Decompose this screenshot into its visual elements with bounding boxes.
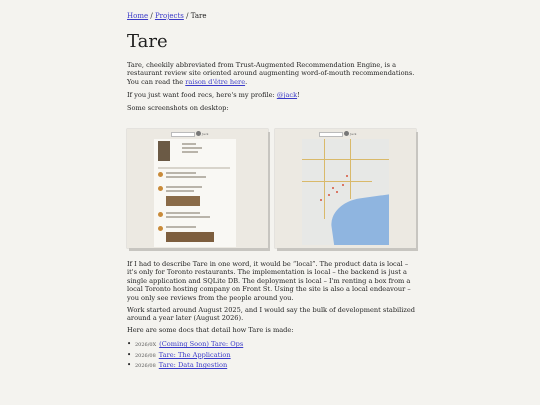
- text-line: [166, 176, 206, 178]
- text-line: [166, 226, 196, 228]
- intro-paragraph: [127, 61, 417, 86]
- search-bar: [171, 132, 195, 137]
- list-item: [127, 351, 243, 362]
- search-bar: [319, 132, 343, 137]
- doc-link[interactable]: Tare: The Application: [158, 350, 231, 359]
- breadcrumb-separator: /: [186, 12, 189, 20]
- raison-detre-link[interactable]: raison d'être here: [185, 77, 246, 86]
- profile-end: !: [297, 91, 300, 99]
- breadcrumb-separator: /: [150, 12, 153, 20]
- map-pin[interactable]: [346, 175, 348, 177]
- map-pin[interactable]: [342, 184, 344, 186]
- breadcrumb-home-link[interactable]: Home: [127, 12, 149, 20]
- map-road: [350, 139, 351, 199]
- food-photos: [166, 196, 200, 206]
- map-pin[interactable]: [336, 191, 338, 193]
- map-pin[interactable]: [328, 194, 330, 196]
- profile-text: If you just want food recs, here's my profile:: [127, 91, 277, 99]
- docs-list: [127, 340, 243, 372]
- text-line: [182, 151, 198, 153]
- page-title: Tare: [127, 31, 168, 52]
- map-pin[interactable]: [320, 199, 322, 201]
- map-road: [324, 139, 325, 219]
- map-pin[interactable]: [332, 187, 334, 189]
- feed-page: [154, 139, 236, 247]
- doc-date: 2026/08: [135, 363, 156, 369]
- breadcrumb: [127, 12, 206, 21]
- text-line: [166, 172, 196, 174]
- doc-link[interactable]: (Coming Soon) Tare: Ops: [159, 340, 244, 348]
- text-line: [166, 190, 194, 192]
- intro-end: .: [245, 77, 248, 86]
- breadcrumb-projects-link[interactable]: Projects: [154, 12, 184, 20]
- profile-photo: [158, 141, 170, 161]
- restaurant-map[interactable]: [302, 139, 389, 245]
- review-avatar: [158, 212, 163, 217]
- doc-date: 2026/0X: [135, 342, 157, 348]
- lake: [328, 192, 389, 245]
- text-line: [182, 147, 202, 149]
- food-photos: [166, 232, 214, 242]
- screenshot-map[interactable]: [275, 129, 416, 248]
- work-paragraph: Work started around August 2025, and I would say the bulk of development stabilized around a year later (August 2026).: [127, 306, 415, 323]
- screenshots: [127, 129, 417, 249]
- list-item: [127, 361, 243, 372]
- screenshot-toolbar: [275, 131, 416, 137]
- review-avatar: [158, 172, 163, 177]
- map-road: [302, 159, 389, 160]
- list-item: [127, 340, 243, 351]
- screenshot-caption: Jack: [202, 132, 209, 136]
- profile-paragraph: [127, 91, 417, 99]
- map-road: [302, 181, 372, 182]
- text-line: [166, 216, 210, 218]
- text-line: [182, 143, 196, 145]
- doc-date: 2026/08: [135, 352, 156, 359]
- screenshot-toolbar: [127, 131, 268, 137]
- docs-intro: Here are some docs that detail how Tare is made:: [127, 326, 294, 334]
- screenshots-label: Some screenshots on desktop:: [127, 104, 229, 112]
- divider: [158, 167, 230, 169]
- text-line: [166, 186, 202, 188]
- breadcrumb-current: Tare: [190, 12, 207, 20]
- screenshot-caption: Jack: [350, 132, 357, 136]
- profile-link[interactable]: @jack: [276, 91, 298, 99]
- review-avatar: [158, 226, 163, 231]
- local-paragraph: If I had to describe Tare in one word, it would be “local”. The product data is local – it's only for Toronto restaurants. The implementation is local – the backend is just a single application and SQLite DB. The deployment is local – I'm renting a box from a local Toronto hosting company on Front St. Using the site is also a local endeavour – you only see reviews from the people around you.: [127, 260, 411, 302]
- avatar: [196, 131, 201, 136]
- screenshot-feed[interactable]: [127, 129, 268, 248]
- intro-text: Tare, cheekily abbreviated from Trust-Augmented Recommendation Engine, is a restaurant review site oriented around augmenting word-of-mouth recommendations. You can read the: [127, 61, 415, 86]
- doc-link[interactable]: Tare: Data Ingestion: [158, 361, 228, 369]
- avatar: [344, 131, 349, 136]
- review-avatar: [158, 186, 163, 191]
- text-line: [166, 212, 200, 214]
